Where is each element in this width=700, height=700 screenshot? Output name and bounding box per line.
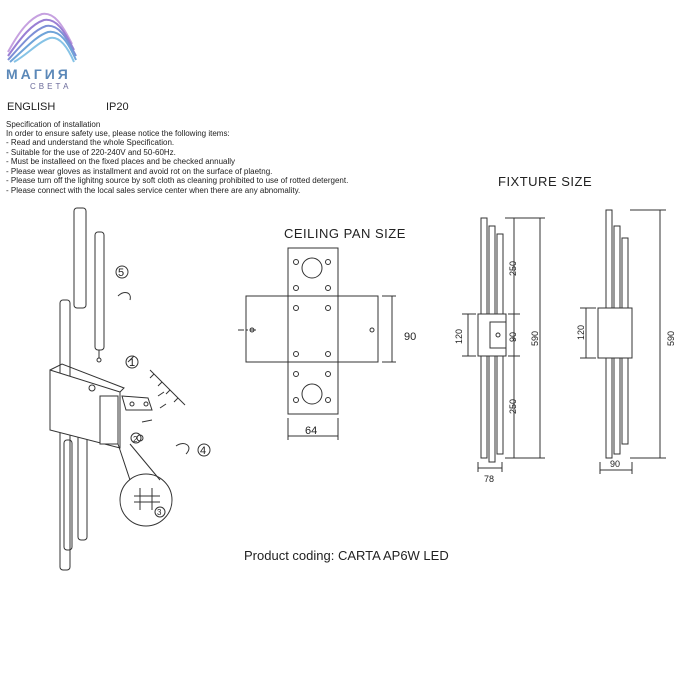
product-coding: Product coding: CARTA AP6W LED [244,548,449,563]
side-total-dim: 590 [530,330,540,346]
callout-5: 5 [118,267,125,279]
language-label: ENGLISH [7,101,56,113]
side-upper-dim: 250 [508,260,518,276]
callout-1: 1 [129,357,136,369]
spec-item: - Suitable for the use of 220-240V and 50-60Hz. [6,147,176,157]
rotate-arrow-icon [176,444,189,454]
callout-2: 2 [133,435,138,444]
pan-vertical-plate [288,248,338,414]
pan-height-dim: 90 [404,331,417,343]
pan-width-dim: 64 [305,425,318,437]
spec-item: - Read and understand the whole Specification. [6,138,175,147]
rotate-arrow-icon [118,293,130,300]
fixture-size-title: FIXTURE SIZE [498,174,593,189]
spec-intro: In order to ensure safety use, please notice the following items: [6,129,230,138]
callout-3: 3 [157,508,162,517]
side-width-dim: 78 [484,474,495,484]
rod-upper-long [74,208,86,308]
ceiling-pan-drawing [238,248,396,440]
mount-plate [100,396,118,444]
rod-lower-short [64,440,72,550]
fixture-front-view [580,210,666,474]
front-total-dim: 590 [666,330,676,346]
brand-tagline: СВЕТА [30,82,72,91]
front-mount-dim: 120 [576,324,586,340]
spec-title: Specification of installation [6,120,101,129]
brand-name: МАГИЯ [6,66,71,82]
spec-item: - Please turn off the lighitng source by soft cloth as cleaning prohibited to use of rotted detergent. [6,176,349,185]
ip-rating: IP20 [106,101,129,113]
spec-item: - Must be installeed on the fixed places and be checked annually [6,157,236,166]
side-lower-dim: 250 [508,398,518,414]
spec-item: - Please connect with the local sales service center when there are any abnomality. [6,185,301,195]
spec-item: - Please wear gloves as installment and avoid rot on the surface of plaetng. [6,166,273,176]
installation-diagram [50,208,210,570]
side-mount-dim: 120 [454,328,464,344]
wiring-detail [120,474,172,526]
callout-4: 4 [200,445,207,457]
ceiling-pan-title: CEILING PAN SIZE [284,226,406,241]
screw [142,420,152,422]
front-width-dim: 90 [610,459,621,469]
side-depth-dim: 90 [508,331,518,342]
rod-upper-short [95,232,104,350]
front-mount [598,308,632,358]
